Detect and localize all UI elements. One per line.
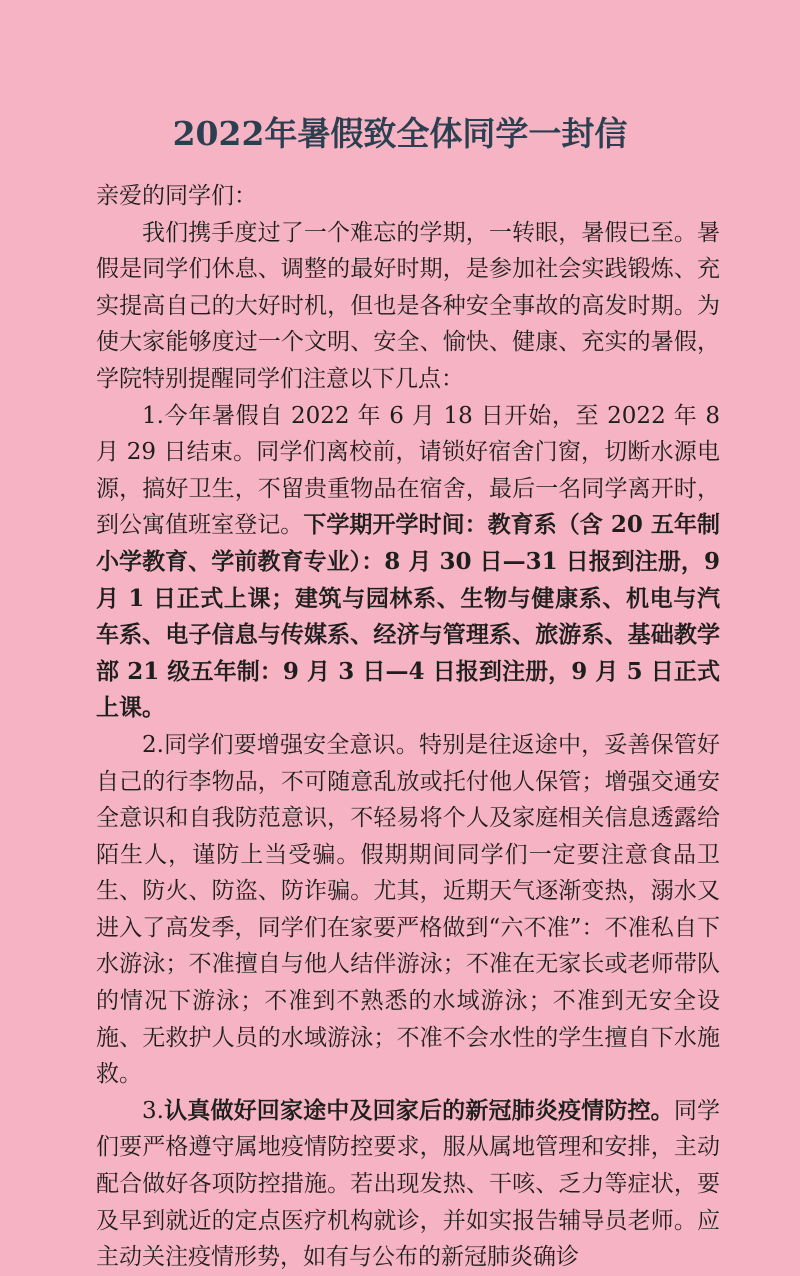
item-2-paragraph: 2.同学们要增强安全意识。特别是往返途中，妥善保管好自己的行李物品，不可随意乱放或托付他人保管；增强交通安全意识和自我防范意识，不轻易将个人及家庭相关信息透露给陌生人，谨防上当受骗。假期期间同学们一定要注意食品卫生、防火、防盗、防诈骗。尤其，近期天气逐渐变热，溺水又进入了高发季，同学们在家要严格做到“六不准”：不准私自下水游泳；不准擅自与他人结伴游泳；不准在无家长或老师带队的情况下游泳；不准到不熟悉的水域游泳；不准到无安全设施、无救护人员的水域游泳；不准不会水性的学生擅自下水施救。: [96, 731, 720, 1088]
item-3-paragraph: [96, 1093, 720, 1276]
item-3-number: 3.: [142, 1097, 164, 1124]
document-title: 2022年暑假致全体同学一封信: [172, 114, 628, 153]
item-1-text: 1.今年暑假自 2022 年 6 月 18 日开始，至 2022 年 8 月 29 日结束。同学们离校前，请锁好宿舍门窗，切断水源电源，搞好卫生，不留贵重物品在宿舍，最后一名同学离开时，到公寓值班室登记。: [96, 402, 720, 539]
letter-body: [96, 178, 720, 1276]
item-3-bold-heading: 认真做好回家途中及回家后的新冠肺炎疫情防控。: [163, 1096, 674, 1124]
item-1-bold-schedule: 下学期开学时间：教育系（含 20 五年制小学教育、学前教育专业）：8 月 30 日—31 日报到注册，9 月 1 日正式上课；建筑与园林系、生物与健康系、机电与汽车系、电子信息与传媒系、经济与管理系、旅游系、基础教学部 21 级五年制：9 月 3 日—4 日报到注册，9 月 5 日正式上课。: [96, 511, 720, 722]
greeting: 亲爱的同学们：: [96, 183, 257, 209]
intro-paragraph: 我们携手度过了一个难忘的学期，一转眼，暑假已至。暑假是同学们休息、调整的最好时期，是参加社会实践锻炼、充实提高自己的大好时机，但也是各种安全事故的高发时期。为使大家能够度过一个文明、安全、愉快、健康、充实的暑假，学院特别提醒同学们注意以下几点：: [96, 219, 720, 392]
item-1-paragraph: [96, 398, 720, 727]
item-3-text: 同学们要严格遵守属地疫情防控要求，服从属地管理和安排，主动配合做好各项防控措施。若出现发热、干咳、乏力等症状，要及早到就近的定点医疗机构就诊，并如实报告辅导员老师。应主动关注疫情形势，如有与公布的新冠肺炎确诊: [96, 1097, 721, 1271]
